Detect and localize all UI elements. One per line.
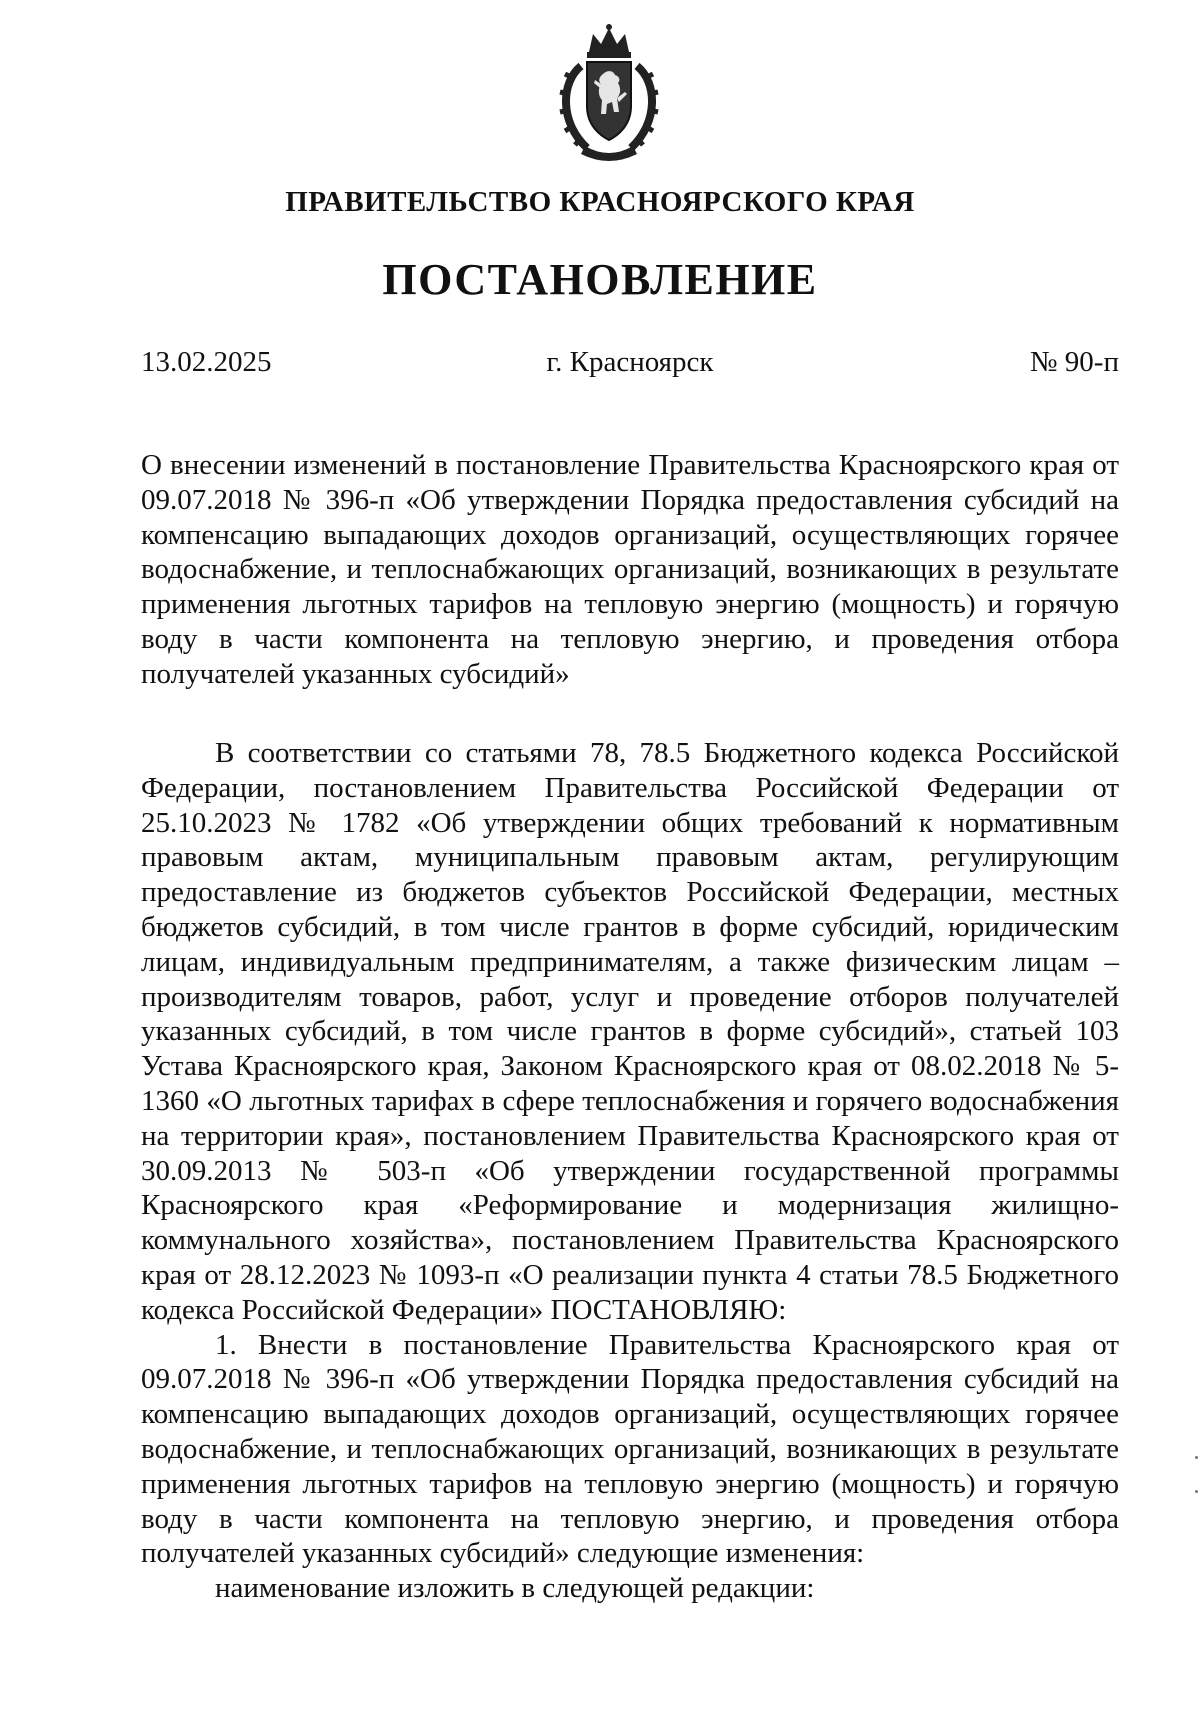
coat-of-arms-icon — [551, 22, 667, 162]
document-subject: О внесении изменений в постановление Правительства Красноярского края от 09.07.2018 № 396-п «Об утверждении Порядка предоставления субсидий на компенсацию выпадающих доходов организаций, осуществляющих горячее водоснабжение, и теплоснабжающих организаций, возникающих в результате применения льготных тарифов на тепловую энергию (мощность) и горячую воду в части компонента на тепловую энергию, и проведения отбора получателей указанных субсидий» — [141, 449, 1119, 690]
document-body — [141, 736, 1119, 1606]
document-number: № 90-п — [1029, 346, 1119, 378]
document-meta-row — [141, 346, 1119, 386]
government-name: ПРАВИТЕЛЬСТВО КРАСНОЯРСКОГО КРАЯ — [285, 186, 915, 218]
item-1-subparagraph: наименование изложить в следующей редакции: — [215, 1572, 815, 1605]
preamble-paragraph: В соответствии со статьями 78, 78.5 Бюджетного кодекса Российской Федерации, постановлением Правительства Российской Федерации от 25.10.2023 № 1782 «Об утверждении общих требований к нормативным правовым актам, муниципальным правовым актам, регулирующим предоставление из бюджетов субъектов Российской Федерации, местных бюджетов субсидий, в том числе грантов в форме субсидий, юридическим лицам, индивидуальным предпринимателям, а также физическим лицам – производителям товаров, работ, услуг и проведение отборов получателей указанных субсидий, в том числе грантов в форме субсидий», статьей 103 Устава Красноярского края, Законом Красноярского края от 08.02.2018 № 5-1360 «О льготных тарифах в сфере теплоснабжения и горячего водоснабжения на территории края», постановлением Правительства Красноярского края от 30.09.2013 № 503-п «Об утверждении государственной программы Красноярского края «Реформирование и модернизация жилищно-коммунального хозяйства», постановлением Правительства Красноярского края от 28.12.2023 № 1093-п «О реализации пункта 4 статьи 78.5 Бюджетного кодекса Российской Федерации» ПОСТАНОВЛЯЮ: — [141, 737, 1119, 1326]
document-type-title: ПОСТАНОВЛЕНИЕ — [382, 255, 818, 304]
document-date: 13.02.2025 — [141, 346, 272, 378]
scan-speck — [1195, 1456, 1198, 1459]
scan-speck — [1195, 1490, 1198, 1493]
document-city: г. Красноярск — [546, 346, 714, 378]
item-1-paragraph: 1. Внести в постановление Правительства Красноярского края от 09.07.2018 № 396-п «Об утверждении Порядка предоставления субсидий на компенсацию выпадающих доходов организаций, осуществляющих горячее водоснабжение, и теплоснабжающих организаций, возникающих в результате применения льготных тарифов на тепловую энергию (мощность) и горячую воду в части компонента на тепловую энергию, и проведения отбора получателей указанных субсидий» следующие изменения: — [141, 1328, 1119, 1570]
